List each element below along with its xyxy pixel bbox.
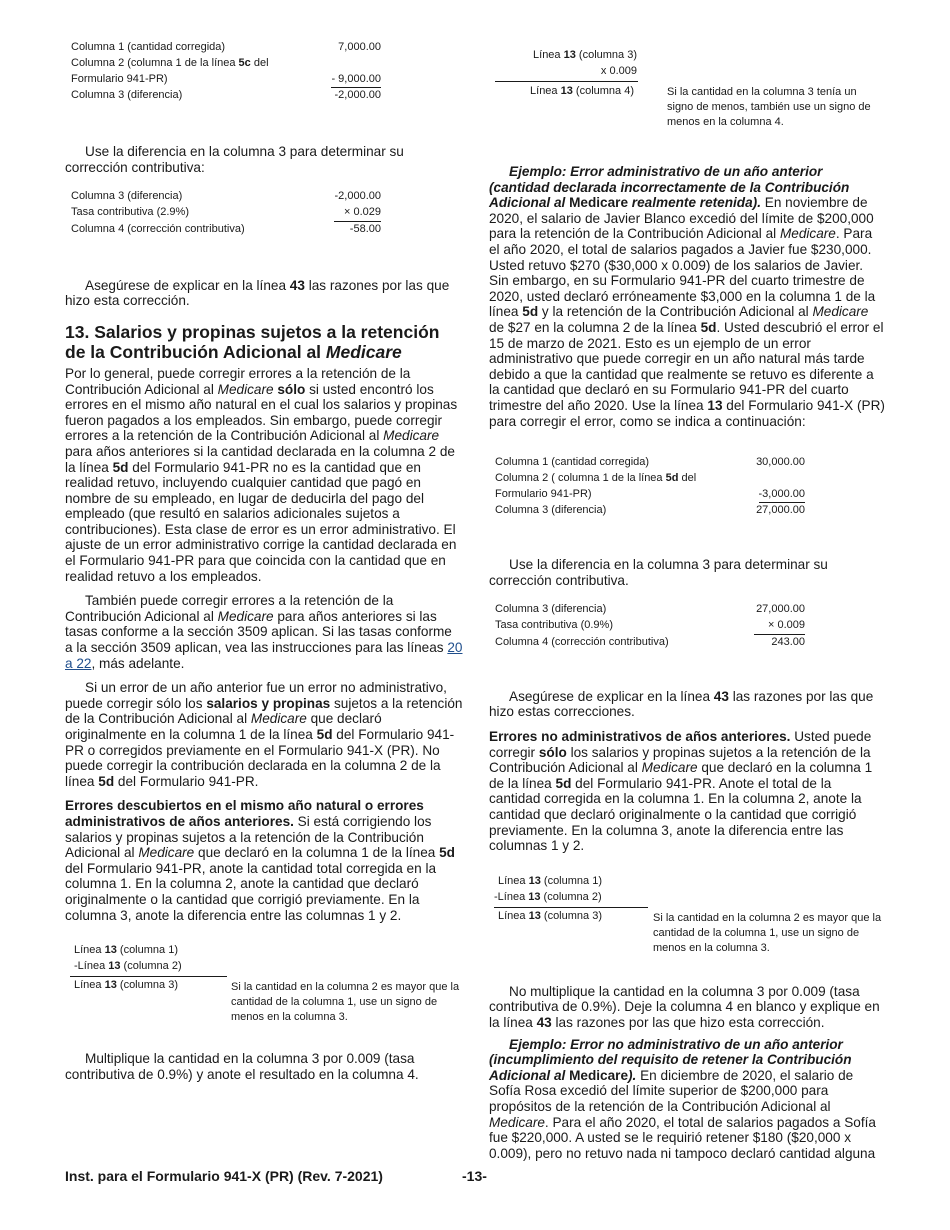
calc-table-tax-0-9 bbox=[495, 602, 805, 650]
divider bbox=[494, 907, 648, 908]
paragraph-use-difference: Use la diferencia en la columna 3 para determinar su corrección contributiva: bbox=[65, 144, 404, 175]
table-row: Columna 3 (diferencia) -2,000.00 bbox=[71, 190, 381, 203]
paragraph-non-administrative: Si un error de un año anterior fue un error no administrativo, puede corregir sólo los salarios y propinas sujetos a la retención de la Contribución Adicional al Medicare que declaró originalmente en la columna 1 de la línea 5d del Formulario 941-PR o corregidos previamente en el Formulario 941-X (PR). No puede corregir la contribución declarada en la columna 2 de la línea 5d del Formulario 941-PR. bbox=[65, 680, 463, 789]
divider bbox=[495, 81, 638, 82]
paragraph-explain-line-43: Asegúrese de explicar en la línea 43 las razones por las que hizo esta corrección. bbox=[65, 277, 450, 309]
table-row: Columna 2 (columna 1 de la línea 5c del bbox=[71, 56, 269, 69]
right-column bbox=[489, 40, 886, 1161]
paragraph-section-3509: También puede corregir errores a la retención de la Contribución Adicional al Medicare para años anteriores si las tasas conforme a la sección 3509 aplican. Si las tasas conforme a la sección 3509 aplican, vea las instrucciones para las líneas 20 a 22, más adelante. bbox=[65, 593, 463, 671]
footer-form-title: Inst. para el Formulario 941-X (PR) (Rev. 7-2021) bbox=[65, 1168, 383, 1184]
note-minus-sign-col4: Si la cantidad en la columna 3 tenía un signo de menos, también use un signo de menos en la columna 4. bbox=[667, 86, 871, 128]
link-lines-20-22[interactable]: 20 a 22 bbox=[65, 640, 463, 671]
example-administrative-error: Ejemplo: Error administrativo de un año anterior (cantidad declarada incorrectamente de la Contribución Adicional al Medicare realmente retenida). En noviembre de 2020, el salario de Javier Blanco excedió del límite de $200,000 para la retención de la Contribución Adicional al Medicare. Para el año 2020, el total de salarios pagados a Javier fue $230,000. Usted retuvo $270 ($30,000 x 0.009) de los salarios de Javier. Sin embargo, en su Formulario 941-PR del cuarto trimestre de 2020, usted declaró erróneamente $3,000 en la columna 1 de la línea 5d y la retención de la Contribución Adicional al Medicare de $27 en la columna 2 de la línea 5d. Usted descubrió el error el 15 de marzo de 2021. Esto es un ejemplo de un error administrativo que puede corregir en un año natural más tarde debido a que la cantidad que realmente se retuvo es diferente a la cantidad que declaró en su Formulario 941-PR del cuarto trimestre del año 2020. Use la línea 13 del Formulario 941-X (PR) para corregir el error, como se indica a continuación: bbox=[489, 164, 885, 429]
example-nonadmin-error: Ejemplo: Error no administrativo de un año anterior (incumplimiento del requisito de retener la Contribución Adicional al Medicare). En diciembre de 2020, el salario de Sofía Rosa excedió del límite superior de $200,000 para propósitos de la retención de la Contribución Adicional al Medicare. Para el año 2020, el total de salarios pagados a Sofía fue $220,000. A usted se le requirió retener $180 ($20,000 x 0.009), pero no retuvo nada ni tampoco declaró cantidad alguna bbox=[489, 1036, 876, 1161]
calc-table-tax-2-9 bbox=[71, 189, 381, 237]
line-13-col4-calc: Línea 13 (columna 3) x 0.009 Línea 13 (columna 4) Si la cantidad en la columna 3 tenía un signo de menos, también use un signo de menos en la columna 4. bbox=[489, 40, 886, 130]
table-row: Formulario 941-PR) - 9,000.00 bbox=[71, 72, 381, 89]
table-row: Columna 4 (corrección contributiva) 243.00 bbox=[495, 636, 805, 649]
paragraph-same-year-errors: Errores descubiertos en el mismo año natural o errores administrativos de años anteriores. Si está corrigiendo los salarios y propinas sujetos a la retención de la Contribución Adicional al Medicare que declaró en la columna 1 de la línea 5d del Formulario 941-PR, anote la cantidad total corregida en la columna 1. En la columna 2, anote la cantidad que declaró originalmente o la cantidad que corrigió previamente. En la columna 3, anote la diferencia entre las columnas 1 y 2. bbox=[65, 798, 455, 923]
table-row: Tasa contributiva (0.9%) × 0.009 bbox=[495, 618, 805, 635]
calc-table-col1-5d bbox=[495, 455, 805, 519]
table-row: Columna 1 (cantidad corregida) 7,000.00 bbox=[71, 41, 381, 53]
left-column bbox=[65, 40, 463, 1082]
paragraph-multiply: Multiplique la cantidad en la columna 3 por 0.009 (tasa contributiva de 0.9%) y anote el resultado en la columna 4. bbox=[65, 1051, 419, 1082]
table-row: Columna 2 ( columna 1 de la línea 5d del bbox=[495, 471, 697, 484]
section-heading-13: 13. Salarios y propinas sujetos a la retención de la Contribución Adicional al Medicare bbox=[65, 321, 440, 362]
paragraph-use-difference-right: Use la diferencia en la columna 3 para determinar su corrección contributiva. bbox=[489, 557, 828, 588]
paragraph-nonadmin-prior-year: Errores no administrativos de años anteriores. Usted puede corregir sólo los salarios y propinas sujetos a la retención de la Contribución Adicional al Medicare que declaró en la columna 1 de la línea 5d del Formulario 941-PR. Anote el total de la cantidad corregida en la columna 1. En la columna 2, anote la cantidad que declaró originalmente o la cantidad que corrigió previamente. En la columna 3, anote la diferencia entre las columnas 1 y 2. bbox=[489, 729, 873, 854]
line-13-calc-right: Línea 13 (columna 1) -Línea 13 (columna 2) Línea 13 (columna 3) Si la cantidad en la columna 2 es mayor que la cantidad de la columna 1, use un signo de menos en la columna 3. bbox=[489, 874, 886, 956]
line-13-calc: Línea 13 (columna 1) -Línea 13 (columna 2) Línea 13 (columna 3) Si la cantidad en la columna 2 es mayor que la cantidad de la columna 1, use un signo de menos en la columna 3. bbox=[65, 943, 463, 1025]
table-row: Tasa contributiva (2.9%) × 0.029 bbox=[71, 205, 381, 222]
table-row: Columna 3 (diferencia) 27,000.00 bbox=[495, 504, 805, 517]
footer-page-number: -13- bbox=[462, 1168, 487, 1184]
note-minus-sign: Si la cantidad en la columna 2 es mayor que la cantidad de la columna 1, use un signo de menos en la columna 3. bbox=[231, 981, 460, 1024]
table-row: Columna 4 (corrección contributiva) -58.00 bbox=[71, 222, 381, 235]
table-row: Formulario 941-PR) -3,000.00 bbox=[495, 487, 805, 504]
table-row: Columna 3 (diferencia) -2,000.00 bbox=[71, 89, 381, 102]
table-row: Columna 1 (cantidad corregida) 30,000.00 bbox=[495, 456, 805, 469]
calc-table-col1-5c bbox=[71, 40, 381, 104]
paragraph-general: Por lo general, puede corregir errores a la retención de la Contribución Adicional al Medicare sólo si usted encontró los errores en el mismo año natural en el cual los salarios y propinas fueron pagados a los empleados. Sin embargo, puede corregir errores a la retención de la Contribución Adicional al Medicare para años anteriores si la cantidad declarada en la columna 2 de la línea 5d del Formulario 941-PR no es la cantidad que en realidad retuvo, incluyendo cualquier cantidad que pagó en nombre de su empleado, en lugar de deducirla del pago del empleado (que resultó en salarios adicionales sujetos a contribuciones). Esta clase de error es un error administrativo. El ajuste de un error administrativo corrige la cantidad declarada en el Formulario 941-PR para que coincida con la cantidad que en realidad retuvo a los empleados. bbox=[65, 365, 458, 584]
paragraph-do-not-multiply: No multiplique la cantidad en la columna 3 por 0.009 (tasa contributiva de 0.9%). Deje la columna 4 en blanco y explique en la línea 43 las razones por las que hizo esta corrección. bbox=[489, 983, 880, 1030]
note-minus-sign-right: Si la cantidad en la columna 2 es mayor que la cantidad de la columna 1, use un signo de menos en la columna 3. bbox=[653, 911, 882, 954]
table-row: Columna 3 (diferencia) 27,000.00 bbox=[495, 603, 805, 616]
paragraph-explain-line-43-right: Asegúrese de explicar en la línea 43 las razones por las que hizo estas correcciones. bbox=[489, 688, 874, 720]
divider bbox=[70, 976, 227, 977]
